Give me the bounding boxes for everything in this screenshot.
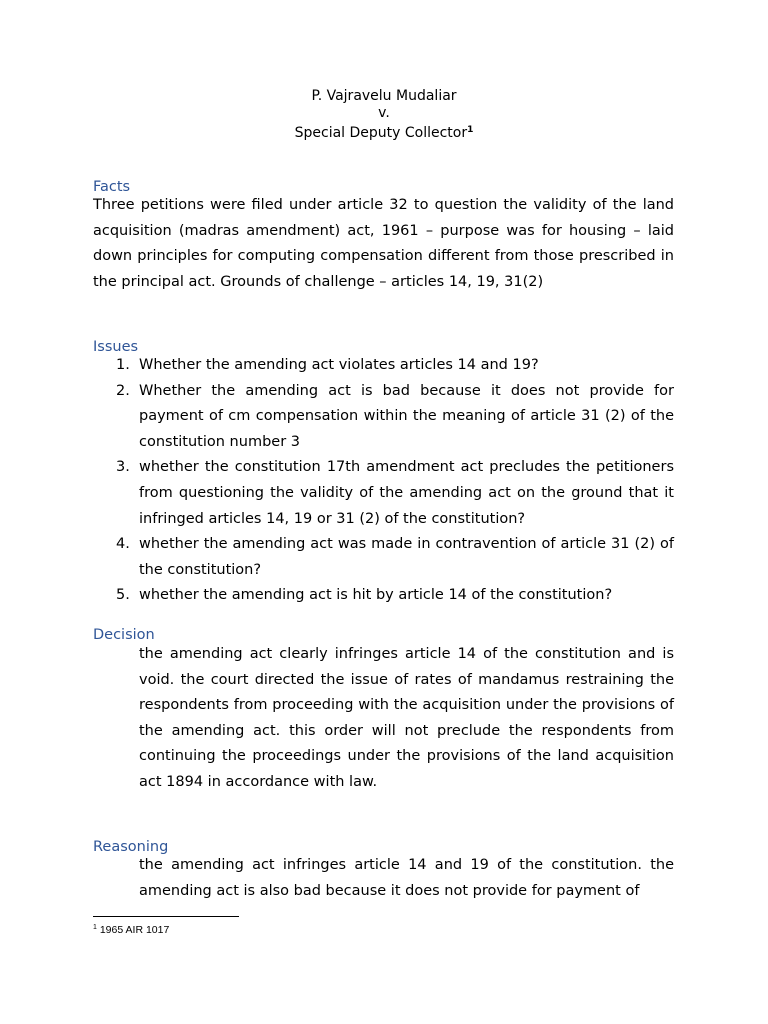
issue-item: [93, 379, 674, 456]
issue-text: Whether the amending act violates articles 14 and 19?: [139, 357, 539, 373]
issue-number: 5.: [116, 587, 130, 604]
decision-paragraph: the amending act clearly infringes article 14 of the constitution and is void. the court directed the issue of rates of mandamus restraining the respondents from proceeding with the acquisition under the provisions of the amending act. this order will not preclude the respondents from continuing the proceedings under the provisions of the land acquisition act 1894 in accordance with law.: [139, 646, 674, 790]
case-title-line3: [0, 122, 768, 142]
issue-text: whether the constitution 17th amendment act precludes the petitioners from questioning the validity of the amending act on the ground that it infringed articles 14, 19 or 31 (2) of the constitution?: [139, 459, 674, 527]
facts-heading: Facts: [93, 179, 131, 195]
case-title-line2: v.: [378, 105, 390, 121]
footnote-reference: 1: [467, 125, 474, 135]
issue-item: [93, 455, 674, 532]
issue-item: [93, 532, 674, 583]
issue-number: 1.: [116, 357, 130, 373]
issue-number: 3.: [116, 459, 130, 476]
case-title-line3-text: Special Deputy Collector: [294, 125, 468, 141]
footnote-marker: 1: [93, 924, 97, 931]
reasoning-paragraph: the amending act infringes article 14 and 19 of the constitution. the amending act is also bad because it does not provide for payment of: [139, 857, 674, 899]
reasoning-heading: Reasoning: [93, 839, 169, 855]
case-title: [0, 88, 768, 142]
footnote-text: 1965 AIR 1017: [96, 924, 170, 936]
issue-number: 2.: [116, 382, 130, 399]
facts-paragraph: Three petitions were filed under article 32 to question the validity of the land acquisition (madras amendment) act, 1961 – purpose was for housing – laid down principles for computing compensation different from those prescribed in the principal act. Grounds of challenge – articles 14, 19, 31(2): [93, 197, 674, 290]
issues-list: [93, 353, 674, 609]
issue-item: [93, 353, 674, 379]
decision-heading: Decision: [93, 627, 155, 643]
footnote: [93, 921, 169, 937]
case-title-line1: P. Vajravelu Mudaliar: [311, 88, 457, 104]
issue-text: whether the amending act was made in contravention of article 31 (2) of the constitution?: [139, 536, 674, 578]
issue-text: whether the amending act is hit by article 14 of the constitution?: [139, 587, 613, 604]
issue-item: [93, 583, 674, 609]
issue-number: 4.: [116, 536, 130, 553]
issues-heading: Issues: [93, 339, 139, 355]
footnote-separator: [93, 916, 239, 917]
issue-text: Whether the amending act is bad because it does not provide for payment of cm compensation within the meaning of article 31 (2) of the constitution number 3: [139, 382, 674, 450]
